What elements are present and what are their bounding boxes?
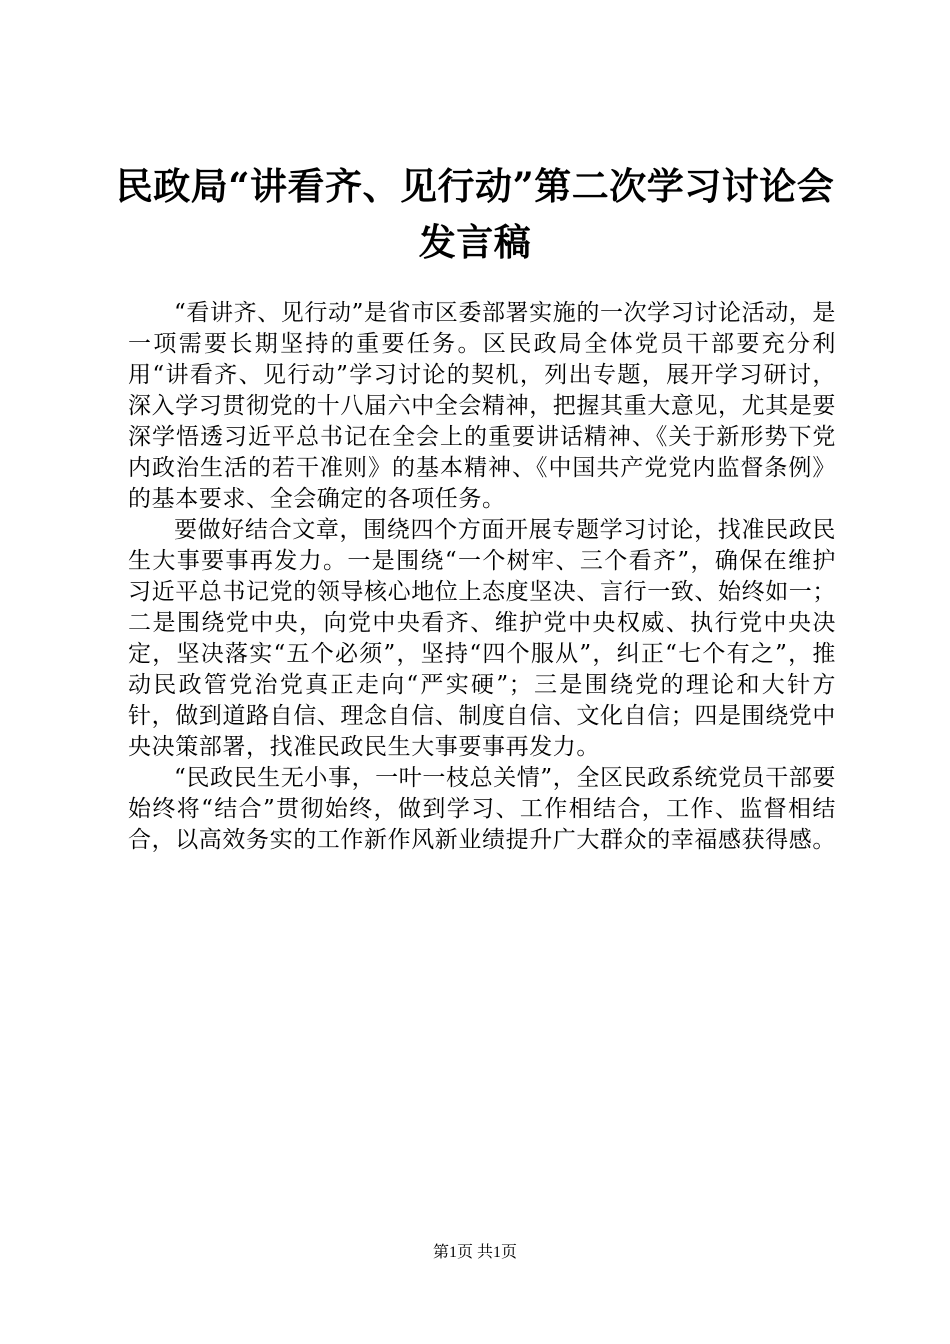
paragraph-2: 要做好结合文章，围绕四个方面开展专题学习讨论，找准民政民生大事要事再发力。一是围绕“一个树牢、三个看齐”，确保在维护习近平总书记党的领导核心地位上态度坚决、言行一致、始终如一；二是围绕党中央，向党中央看齐、维护党中央权威、执行党中央决定，坚决落实“五个必须”，坚持“四个服从”，纠正“七个有之”，推动民政管党治党真正走向“严实硬”；三是围绕党的理论和大针方针，做到道路自信、理念自信、制度自信、文化自信；四是围绕党中央决策部署，找准民政民生大事要事再发力。 [128, 517, 836, 760]
page-footer: 第1页 共1页 [432, 1244, 517, 1261]
paragraph-1: “看讲齐、见行动”是省市区委部署实施的一次学习讨论活动，是一项需要长期坚持的重要任务。区民政局全体党员干部要充分利用“讲看齐、见行动”学习讨论的契机，列出专题，展开学习研讨，深入学习贯彻党的十八届六中全会精神，把握其重大意见，尤其是要深学悟透习近平总书记在全会上的重要讲话精神、《关于新形势下党内政治生活的若干准则》的基本精神、《中国共产党党内监督条例》的基本要求、全会确定的各项任务。 [128, 300, 836, 512]
title-line-2: 发言稿 [418, 220, 532, 264]
title-line-1: 民政局“讲看齐、见行动”第二次学习讨论会 [115, 164, 835, 208]
document-title [110, 158, 840, 270]
paragraph-3: “民政民生无小事，一叶一枝总关情”，全区民政系统党员干部要始终将“结合”贯彻始终，做到学习、工作相结合，工作、监督相结合，以高效务实的工作新作风新业绩提升广大群众的幸福感获得感。 [128, 765, 836, 853]
document-body [128, 298, 836, 856]
